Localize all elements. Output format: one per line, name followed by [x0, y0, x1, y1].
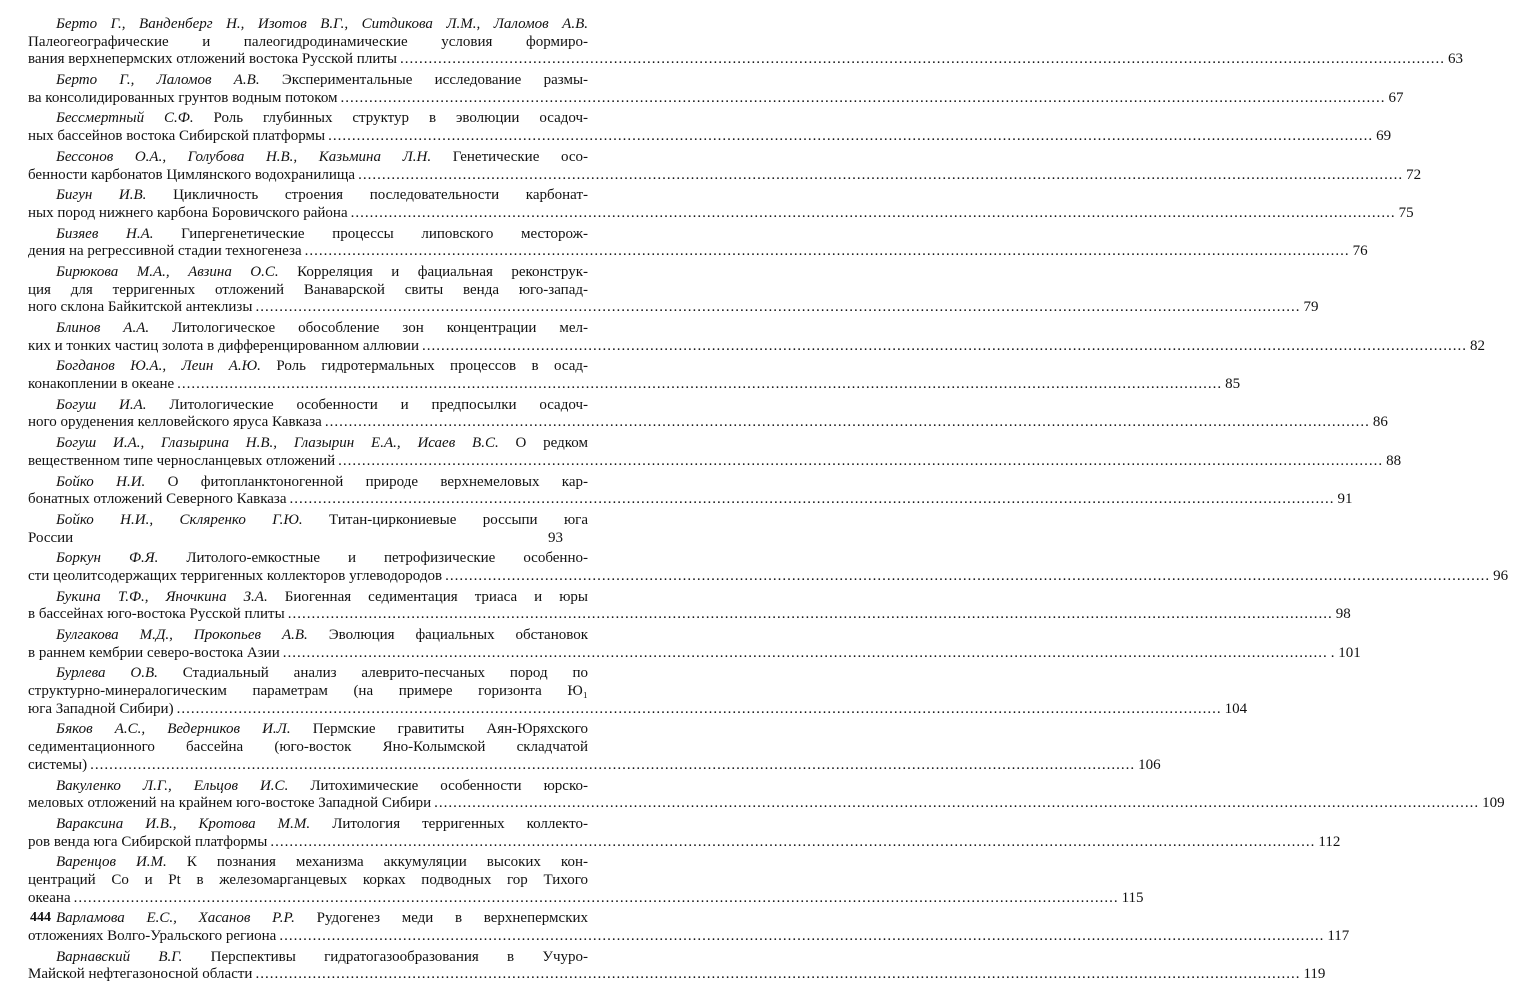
dot-leader: ............................................................................................................................................................................................................................: [255, 299, 1301, 316]
toc-entry-line: [28, 644, 1361, 663]
toc-entry-title-part: Палеогеографические и палеогидродинамические условия формиро-: [28, 33, 588, 50]
toc-entry-line: [28, 550, 588, 568]
toc-entry-line: [28, 89, 1404, 108]
toc-entry-title-part: конакоплении в океане: [28, 376, 175, 393]
toc-entry-title-part: сти цеолитсодержащих терригенных коллекторов углеводородов: [28, 567, 443, 584]
toc-entry-page: 117: [1327, 928, 1350, 944]
toc-entry-authors: Вараксина И.В., Кротова М.М.: [56, 815, 311, 832]
dot-leader: ............................................................................................................................................................................................................................: [282, 644, 1328, 661]
toc-entry-line: [28, 833, 1341, 852]
toc-entry-title-part: отложениях Волго-Уральского региона: [28, 928, 277, 944]
toc-entry-authors: Варнавский В.Г.: [56, 948, 183, 965]
toc-entry: [28, 665, 1248, 718]
toc-entry-authors: Булгакова М.Д., Прокопьев А.В.: [56, 627, 308, 643]
toc-entry-line: [28, 854, 588, 872]
toc-entry-line: [28, 452, 1402, 471]
toc-entry-title-part: ция для терригенных отложений Ванаварской свиты венда юго-запад-: [28, 281, 588, 298]
toc-entry-title-part: ных бассейнов востока Сибирской платформы: [28, 128, 326, 145]
toc-entry-line: [28, 282, 588, 300]
toc-entry: [28, 627, 1361, 662]
toc-entry-title-part: Майской нефтегазоносной области: [28, 966, 253, 983]
dot-leader: ............................................................................................................................................................................................................................: [421, 337, 1467, 354]
toc-entry-authors: Бигун И.В.: [56, 187, 147, 204]
toc-entry: [28, 854, 1144, 907]
toc-entry-line: [28, 700, 1248, 719]
toc-entry-title-part: юга Западной Сибири): [28, 700, 174, 717]
toc-entry-title-part: России: [28, 529, 74, 546]
toc-entry-line: [28, 949, 588, 967]
toc-entry-line: [28, 567, 1509, 586]
toc-entry-line: [28, 16, 588, 34]
toc-entry-line: [28, 491, 1353, 509]
toc-entry-title-part: меловых отложений на крайнем юго-востоке Западной Сибири: [28, 795, 432, 812]
toc-entry: [28, 225, 1368, 261]
toc-entry-title-part: Стадиальный анализ алеврито-песчаных пород по: [182, 665, 588, 682]
toc-entry-line: [28, 34, 588, 52]
toc-entry-title-part: Рудогенез меди в верхнепермских: [316, 910, 589, 927]
toc-entry: [28, 721, 1161, 774]
toc-entry: [28, 16, 1463, 69]
toc-entry-line: [28, 149, 588, 167]
toc-entry-line: [28, 910, 588, 928]
toc-entry-line: [28, 243, 1368, 261]
toc-entry-line: [28, 51, 1463, 69]
toc-entry-page: 119: [1303, 966, 1326, 983]
toc-entry-page: 96: [1493, 567, 1509, 584]
toc-entry-title-part: О фитопланктоногенной природе верхнемеловых кар-: [167, 473, 588, 490]
toc-entry: [28, 815, 1341, 851]
dot-leader: ............................................................................................................................................................................................................................: [176, 700, 1222, 717]
toc-entry: [28, 435, 1402, 470]
toc-entry-page: 88: [1386, 452, 1402, 469]
toc-entry-line: [28, 397, 588, 415]
toc-entry: [28, 948, 1326, 984]
dot-leader: ............................................................................................................................................................................................................................: [338, 452, 1384, 469]
toc-entry-title-part: Гипергенетические процессы липовского месторож-: [181, 225, 589, 242]
toc-entry-title-part: Литолого-емкостные и петрофизические особенно-: [186, 550, 588, 567]
toc-entry-line: [28, 816, 588, 834]
toc-entry-line: [28, 110, 588, 128]
toc-entry-title-part: ных пород нижнего карбона Боровичского района: [28, 204, 348, 221]
dot-leader: ............................................................................................................................................................................................................................: [328, 128, 1374, 145]
toc-entry-line: [28, 606, 1351, 624]
toc-entry-title-part: в раннем кембрии северо-востока Азии: [28, 644, 280, 661]
toc-entry-title-part: Литологическое обособление зон концентрации мел-: [172, 320, 589, 336]
toc-entry-title-part: Пермские гравититы Аян-Юряхского: [312, 721, 588, 738]
toc-entry: [28, 910, 1350, 945]
toc-entry-title-part: Роль гидротермальных процессов в осад-: [276, 358, 589, 375]
toc-entry-page: 79: [1303, 299, 1319, 316]
page-number: 444: [30, 910, 51, 925]
toc-entry-title-part: ров венда юга Сибирской платформы: [28, 833, 268, 850]
toc-entry-title-part: Цикличность строения последовательности карбонат-: [173, 187, 588, 204]
toc-entry: [28, 777, 1505, 813]
toc-entry-title-part: бенности карбонатов Цимлянского водохранилища: [28, 166, 356, 183]
toc-entry: [28, 72, 1404, 107]
toc-entry-authors: Бессонов О.А., Голубова Н.В., Казьмина Л.Н.: [56, 148, 432, 165]
toc-entry-line: [28, 739, 588, 757]
toc-entry: [28, 588, 1351, 624]
toc-entry-page: 75: [1398, 204, 1414, 221]
toc-entry-title-part: ного склона Байкитской антеклизы: [28, 299, 253, 316]
toc-entry-page: 86: [1372, 414, 1388, 431]
toc-entry-line: [28, 665, 588, 683]
toc-entry-title-part: вещественном типе черносланцевых отложений: [28, 452, 336, 469]
toc-entry-line: [28, 778, 588, 796]
toc-entry-title-part: Литология терригенных коллекто-: [332, 815, 589, 832]
dot-leader: ............................................................................................................................................................................................................................: [324, 414, 1370, 431]
toc-entry-title-part: бонатных отложений Северного Кавказа: [28, 491, 287, 508]
toc-entry-page: 93: [548, 529, 563, 546]
dot-leader: ............................................................................................................................................................................................................................: [304, 243, 1350, 260]
toc-entry-page: 115: [1121, 889, 1144, 906]
toc-entry-authors: Блинов А.А.: [56, 320, 150, 336]
toc-entry-line: [28, 530, 588, 548]
dot-leader: ............................................................................................................................................................................................................................: [289, 491, 1335, 508]
toc-entry: [28, 396, 1388, 432]
toc-entry-page: 109: [1482, 795, 1505, 812]
toc-entry-line: [28, 889, 1144, 908]
dot-leader: ............................................................................................................................................................................................................................: [445, 567, 1491, 584]
toc-entry-title-part: Титан-циркониевые россыпи юга: [329, 511, 588, 528]
toc-entry-authors: Бессмертный С.Ф.: [56, 110, 194, 127]
toc-entry-authors: Букина Т.Ф., Яночкина З.А.: [56, 588, 268, 605]
toc-entry-authors: Варенцов И.М.: [56, 854, 167, 871]
toc-entry-line: [28, 128, 1392, 146]
toc-entry-title-part: вания верхнепермских отложений востока Русской плиты: [28, 51, 397, 68]
toc-entry-line: [28, 435, 588, 453]
toc-entry-title-part: структурно-минералогическим параметрам (на примере горизонта Ю₁: [28, 683, 588, 700]
toc-entry-line: [28, 226, 588, 244]
toc-entry-authors: Бойко Н.И., Скляренко Г.Ю.: [56, 511, 303, 528]
toc-entry-line: [28, 627, 588, 645]
toc-entry-page: 98: [1335, 606, 1351, 623]
dot-leader: ............................................................................................................................................................................................................................: [287, 606, 1333, 623]
toc-entry-page: . 101: [1330, 644, 1361, 661]
toc-entry-line: [28, 264, 588, 282]
toc-entry-authors: Берто Г., Лаломов А.В.: [56, 72, 260, 89]
toc-entry-page: 67: [1388, 89, 1404, 106]
toc-entry-line: [28, 320, 588, 338]
toc-entry: [28, 110, 1392, 145]
toc-entry-title-part: в бассейнах юго-востока Русской плиты: [28, 606, 285, 623]
toc-entry: [28, 187, 1414, 222]
toc-entry-line: [28, 872, 588, 890]
toc-entry-line: [28, 358, 588, 376]
toc-entry-page: 106: [1138, 756, 1161, 773]
toc-entry-title-part: океана: [28, 889, 71, 906]
toc-entry-line: [28, 683, 588, 701]
toc-entry-title-part: Корреляция и фациальная реконструк-: [297, 263, 589, 280]
toc-entry-page: 72: [1406, 166, 1422, 183]
toc-entry-page: 112: [1318, 833, 1341, 850]
toc-entry-title-part: Генетические осо-: [452, 148, 589, 165]
toc-entry-authors: Бурлева О.В.: [56, 665, 158, 682]
toc-entry: [28, 148, 1422, 184]
toc-entry-authors: Богуш И.А., Глазырина Н.В., Глазырин Е.А., Исаев В.С.: [56, 435, 499, 452]
toc-entry-line: [28, 474, 588, 492]
toc-entry: [28, 473, 1353, 509]
toc-entry-authors: Богуш И.А.: [56, 396, 147, 413]
toc-entry-authors: Боркун Ф.Я.: [56, 550, 159, 567]
toc-entry-line: [28, 414, 1388, 432]
toc-entry-title-part: Роль глубинных структур в эволюции осадоч-: [213, 110, 589, 127]
toc-entry-title-part: Литологические особенности и предпосылки осадоч-: [169, 396, 589, 413]
toc-entry-page: 69: [1376, 128, 1392, 145]
toc-entry-title-part: дения на регрессивной стадии техногенеза: [28, 243, 302, 260]
toc-entry-title-part: Экспериментальные исследование размы-: [281, 72, 589, 89]
toc-entry-line: [28, 337, 1485, 356]
dot-leader: ............................................................................................................................................................................................................................: [358, 166, 1404, 183]
toc-entry-title-part: системы): [28, 756, 88, 773]
toc-entry-line: [28, 795, 1505, 813]
dot-leader: ............................................................................................................................................................................................................................: [434, 795, 1480, 812]
toc-entry-title-part: Эволюция фациальных обстановок: [328, 627, 589, 643]
toc-entry-title-part: ких и тонких частиц золота в дифференцированном аллювии: [28, 337, 419, 354]
toc-entry-line: [28, 299, 1319, 317]
dot-leader: ............................................................................................................................................................................................................................: [270, 833, 1316, 850]
toc-entry-page: 91: [1337, 491, 1353, 508]
toc-entry-title-part: О редком: [515, 435, 588, 452]
toc-entry-line: [28, 204, 1414, 223]
dot-leader: ............................................................................................................................................................................................................................: [399, 51, 1445, 68]
toc-entry-title-part: Литохимические особенности юрско-: [310, 777, 588, 794]
toc-entry-title-part: ва консолидированных грунтов водным потоком: [28, 89, 338, 106]
toc-entry: [28, 358, 1241, 393]
toc-entry-authors: Богданов Ю.А., Леин А.Ю.: [56, 358, 261, 375]
toc-entry-line: [28, 721, 588, 739]
toc-entry-line: [28, 756, 1161, 775]
toc-entry-line: [28, 72, 588, 90]
toc-entry-authors: Бяков А.С., Ведерников И.Л.: [56, 721, 291, 738]
dot-leader: ............................................................................................................................................................................................................................: [73, 889, 1119, 906]
toc-entry-title-part: ного оруденения келловейского яруса Кавказа: [28, 414, 322, 431]
table-of-contents: [28, 16, 1509, 987]
dot-leader: ............................................................................................................................................................................................................................: [340, 89, 1386, 106]
toc-entry-authors: Бирюкова М.А., Авзина О.С.: [56, 263, 279, 280]
toc-entry-authors: Берто Г., Ванденберг Н., Изотов В.Г., Ситдикова Л.М., Лаломов А.В.: [56, 16, 588, 32]
toc-entry-title-part: центраций Со и Pt в железомарганцевых корках подводных гор Тихого: [28, 871, 588, 888]
dot-leader: ............................................................................................................................................................................................................................: [255, 966, 1301, 983]
toc-entry-authors: Бойко Н.И.: [56, 473, 146, 490]
toc-entry-line: [28, 166, 1422, 185]
toc-entry: [28, 263, 1319, 317]
toc-entry-title-part: К познания механизма аккумуляции высоких кон-: [186, 854, 588, 871]
dot-leader: ............................................................................................................................................................................................................................: [350, 204, 1396, 221]
toc-entry-line: [28, 512, 588, 530]
toc-entry: [28, 550, 1509, 585]
toc-entry-line: [28, 928, 1350, 946]
toc-entry-page: 63: [1447, 51, 1463, 68]
toc-entry-authors: Вакуленко Л.Г., Ельцов И.С.: [56, 777, 289, 794]
toc-entry-line: [28, 966, 1326, 984]
dot-leader: ............................................................................................................................................................................................................................: [177, 376, 1223, 393]
toc-entry-line: [28, 589, 588, 607]
toc-entry: [28, 512, 588, 547]
toc-entry-page: 104: [1224, 700, 1248, 717]
toc-entry-authors: Бизяев Н.А.: [56, 225, 154, 242]
toc-entry-authors: Варламова Е.С., Хасанов Р.Р.: [56, 910, 295, 927]
toc-entry: [28, 320, 1485, 355]
toc-entry-page: 76: [1352, 243, 1368, 260]
toc-entry-page: 82: [1469, 337, 1485, 354]
toc-entry-title-part: Биогенная седиментация триаса и юры: [284, 588, 588, 605]
toc-entry-line: [28, 187, 588, 205]
dot-leader: ............................................................................................................................................................................................................................: [279, 928, 1325, 944]
dot-leader: ............................................................................................................................................................................................................................: [90, 756, 1136, 773]
toc-entry-line: [28, 376, 1241, 394]
toc-entry-title-part: Перспективы гидратогазообразования в Учуро-: [210, 948, 588, 965]
toc-entry-page: 85: [1225, 376, 1241, 393]
toc-entry-title-part: седиментационного бассейна (юго-восток Яно-Колымской складчатой: [28, 739, 588, 756]
